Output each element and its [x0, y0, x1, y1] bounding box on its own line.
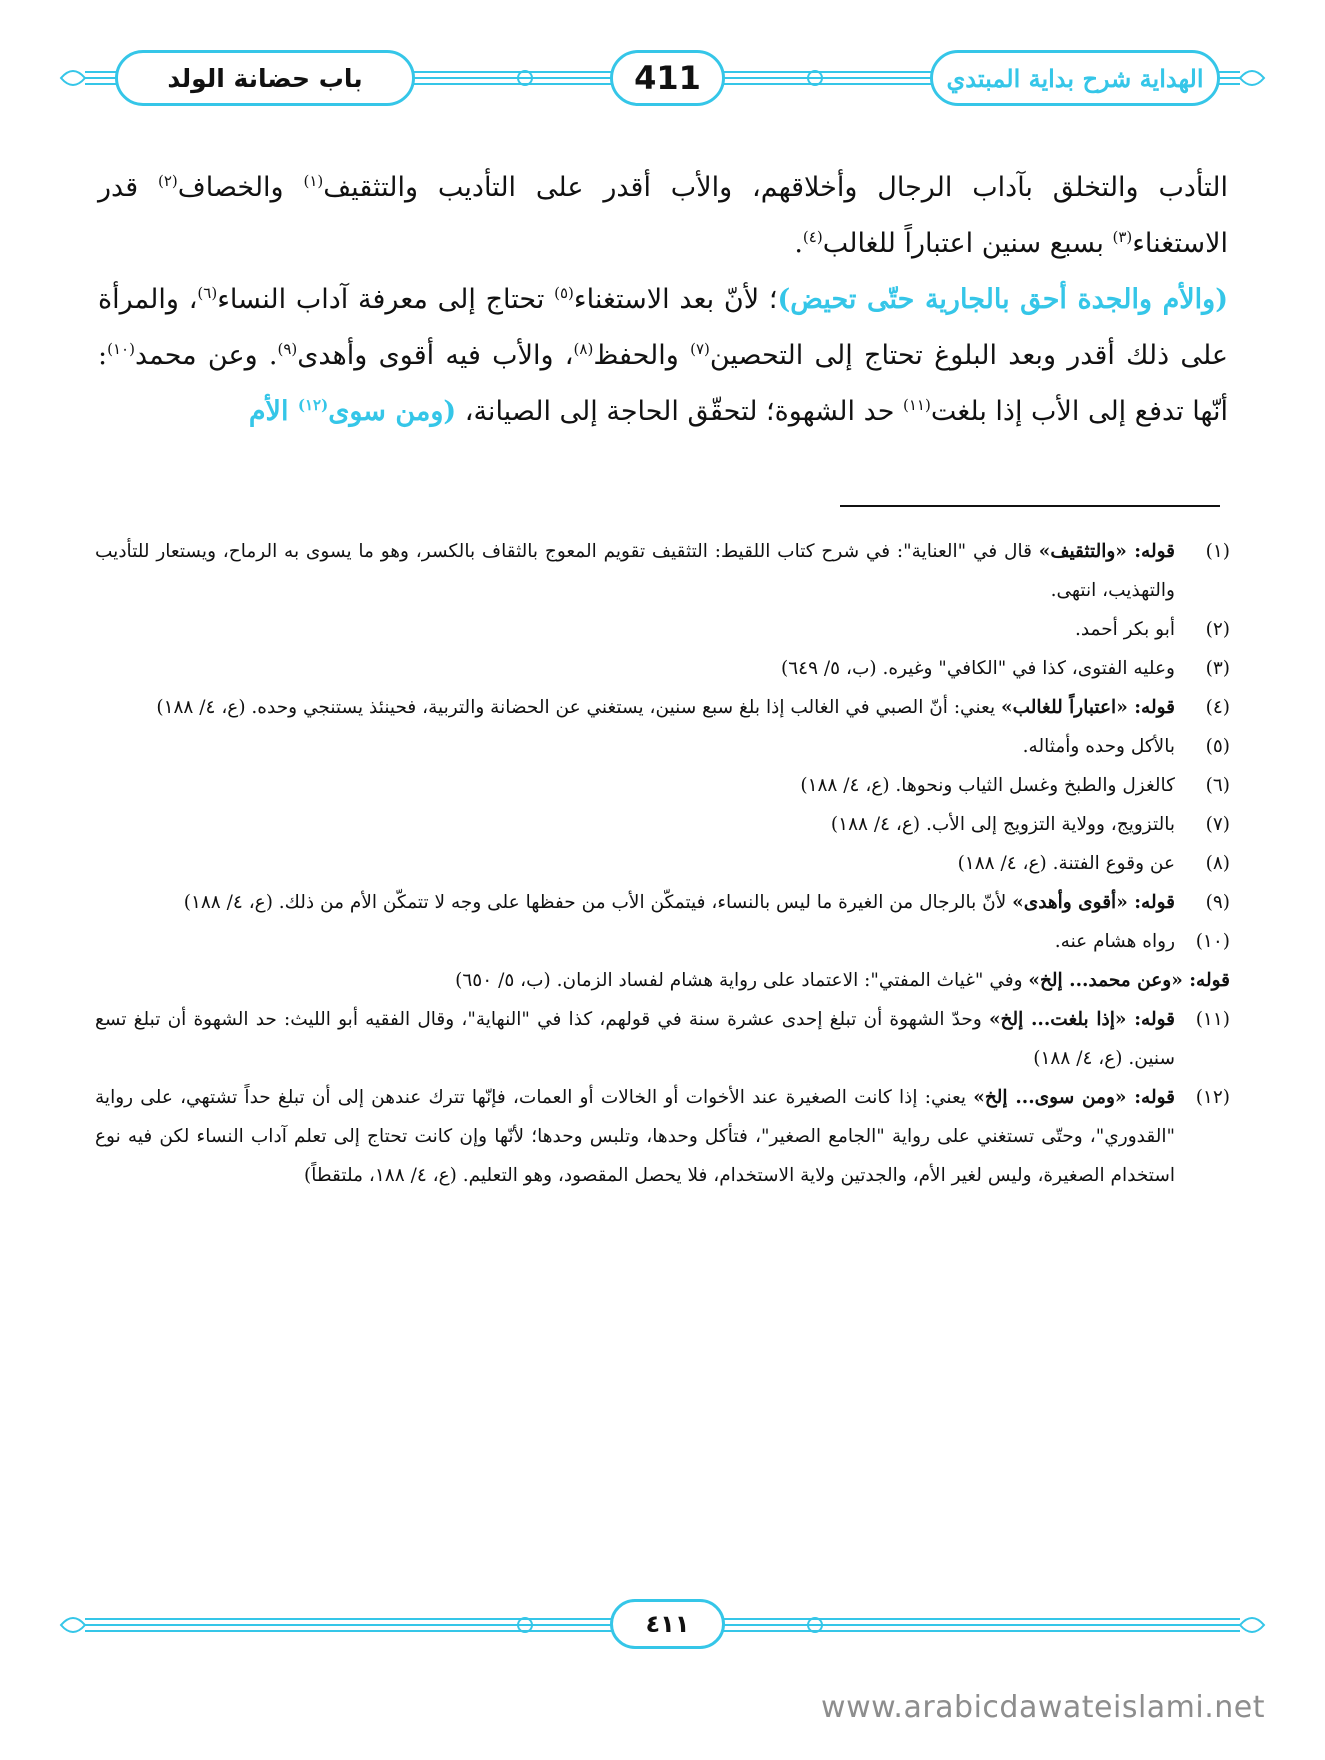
chapter-title: باب حضانة الولد: [115, 50, 415, 106]
text-run: قدر الاستغناء: [98, 172, 1228, 259]
text-run: ، والأب فيه أقوى وأهدى: [297, 340, 574, 371]
footnote-ref: (١١): [903, 396, 931, 414]
footnote: [95, 532, 1230, 610]
footnote: [95, 766, 1230, 805]
page-header: [55, 45, 1270, 115]
footnotes: [95, 532, 1230, 1195]
text-run: : أنّها تدفع إلى الأب إذا بلغت: [98, 340, 1228, 427]
footnote-number: (٨): [1205, 853, 1230, 874]
footnote: [95, 1000, 1230, 1078]
text-run: والخصاف: [177, 172, 304, 203]
footnote: [95, 649, 1230, 688]
matn-text: (ومن سوى: [328, 396, 457, 427]
text-run: تحتاج إلى معرفة آداب النساء: [217, 284, 555, 315]
footnote: [95, 922, 1230, 961]
footnote-ref: (٥): [554, 284, 574, 302]
footnote-label: قوله: «والتثقيف»: [1038, 541, 1175, 562]
footnote-number: (٥): [1205, 736, 1230, 757]
footnote-ref: (٧): [690, 340, 710, 358]
footnote-text: قال في "العناية": في شرح كتاب اللقيط: التثقيف تقويم المعوج بالثقاف بالكسر، وهو ما يسوى به الرماح، ويستعار للتأديب والتهذيب، انتهى.: [95, 541, 1175, 601]
text-run: بسبع سنين اعتباراً للغالب: [822, 228, 1113, 259]
watermark: www.arabicdawateislami.net: [821, 1690, 1265, 1725]
footnote-ref: (١): [303, 172, 324, 190]
footnote-label: قوله: «أقوى وأهدى»: [1012, 892, 1175, 913]
text-run: حد الشهوة؛ لتحقّق الحاجة إلى الصيانة،: [456, 396, 904, 427]
footer-page-number: ٤١١: [610, 1599, 725, 1649]
footnote-ref: (٩): [277, 340, 298, 358]
footnote: [95, 1078, 1230, 1195]
footnote-text: يعني: أنّ الصبي في الغالب إذا بلغ سبع سنين، يستغني عن الحضانة والتربية، فحينئذ يستنجي وحده. (ع، ٤/ ١٨٨): [156, 697, 1002, 718]
footnote-ref: (١٠): [107, 340, 135, 358]
text-run: ؛ لأنّ بعد الاستغناء: [573, 284, 778, 315]
main-text: [98, 160, 1228, 440]
footnote-ref: (٨): [573, 340, 594, 358]
footnote-label: قوله: «ومن سوى... إلخ»: [973, 1087, 1175, 1108]
footnote-ref: (٣): [1112, 228, 1133, 246]
footnote-text: عن وقوع الفتنة. (ع، ٤/ ١٨٨): [957, 853, 1175, 874]
footnote-number: (١٢): [1195, 1087, 1230, 1108]
footnote-label: قوله: «اعتباراً للغالب»: [1001, 697, 1175, 718]
footnote-number: (٧): [1205, 814, 1230, 835]
footnote-number: (٤): [1205, 697, 1230, 718]
page-footer: [55, 1595, 1270, 1655]
footnote-number: (١١): [1195, 1009, 1230, 1030]
footnote: [95, 883, 1230, 922]
main-paragraph: [98, 160, 1228, 272]
footnote-label: قوله: «وعن محمد... إلخ»: [1028, 970, 1230, 991]
footnote-text: يعني: إذا كانت الصغيرة عند الأخوات أو الخالات أو العمات، فإنّها تترك عندهن إلى أن تبلغ حداً تشتهي، على رواية "القدوري"، وحتّى تستغني على رواية "الجامع الصغير"، فتأكل وحدها، وتلبس وحدها؛ لأنّها وإن كانت تحتاج إلى تعلم آداب النساء لكن فيه نوع استخدام الصغيرة، وليس لغير الأم، والجدتين ولاية الاستخدام، فلا يحصل المقصود، وهو التعليم. (ع، ٤/ ١٨٨، ملتقطاً): [95, 1087, 1175, 1186]
footnote-text: أبو بكر أحمد.: [1074, 619, 1175, 640]
footnote-text: وفي "غياث المفتي": الاعتماد على رواية هشام لفساد الزمان. (ب، ٥/ ٦٥٠): [455, 970, 1029, 991]
footnote-number: (٣): [1205, 658, 1230, 679]
footnote-number: (١): [1205, 541, 1230, 562]
footnote: [95, 688, 1230, 727]
footnote-text: وعليه الفتوى، كذا في "الكافي" وغيره. (ب، ٥/ ٦٤٩): [781, 658, 1175, 679]
footnote-ref: (٢): [157, 172, 178, 190]
footnote-ref: (٦): [197, 284, 218, 302]
footnote-text: كالغزل والطبخ وغسل الثياب ونحوها. (ع، ٤/ ١٨٨): [800, 775, 1175, 796]
footnote-text: لأنّ بالرجال من الغيرة ما ليس بالنساء، فيتمكّن الأب من حفظها على وجه لا تتمكّن الأم من ذلك. (ع، ٤/ ١٨٨): [183, 892, 1013, 913]
footnote: [95, 844, 1230, 883]
matn-text: الأم: [248, 396, 298, 427]
footnote-number: (٩): [1205, 892, 1230, 913]
footnote: [95, 610, 1230, 649]
text-run: . وعن محمد: [134, 340, 278, 371]
main-paragraph: [98, 272, 1228, 440]
book-title: الهداية شرح بداية المبتدي: [930, 50, 1220, 106]
footnote-text: بالتزويج، وولاية التزويج إلى الأب. (ع، ٤/ ١٨٨): [830, 814, 1175, 835]
footnote-ref: (٤): [802, 228, 823, 246]
footnote-text: وحدّ الشهوة أن تبلغ إحدى عشرة سنة في قولهم، كذا في "النهاية"، وقال الفقيه أبو الليث: حد الشهوة أن تبلغ تسع سنين. (ع، ٤/ ١٨٨): [95, 1009, 1175, 1069]
page-number: 411: [610, 50, 725, 106]
text-run: .: [794, 228, 803, 259]
footnote-number: (٢): [1205, 619, 1230, 640]
footnote: [95, 805, 1230, 844]
text-run: والحفظ: [593, 340, 691, 371]
footnote: [95, 727, 1230, 766]
footnote-label: قوله: «إذا بلغت... إلخ»: [988, 1009, 1175, 1030]
footnote-number: (٦): [1205, 775, 1230, 796]
footnote-text: بالأكل وحده وأمثاله.: [1022, 736, 1175, 757]
footnote-text: رواه هشام عنه.: [1054, 931, 1175, 952]
footnote-ref: (١٢): [297, 396, 329, 414]
text-run: التأدب والتخلق بآداب الرجال وأخلاقهم، والأب أقدر على التأديب والتثقيف: [323, 172, 1228, 203]
footnote: [95, 961, 1230, 1000]
text-run: ، والمرأة على ذلك أقدر وبعد البلوغ تحتاج إلى التحصين: [98, 284, 1228, 371]
footnote-divider: [840, 505, 1220, 507]
footnote-number: (١٠): [1195, 931, 1230, 952]
matn-text: (والأم والجدة أحق بالجارية حتّى تحيض): [777, 284, 1228, 315]
